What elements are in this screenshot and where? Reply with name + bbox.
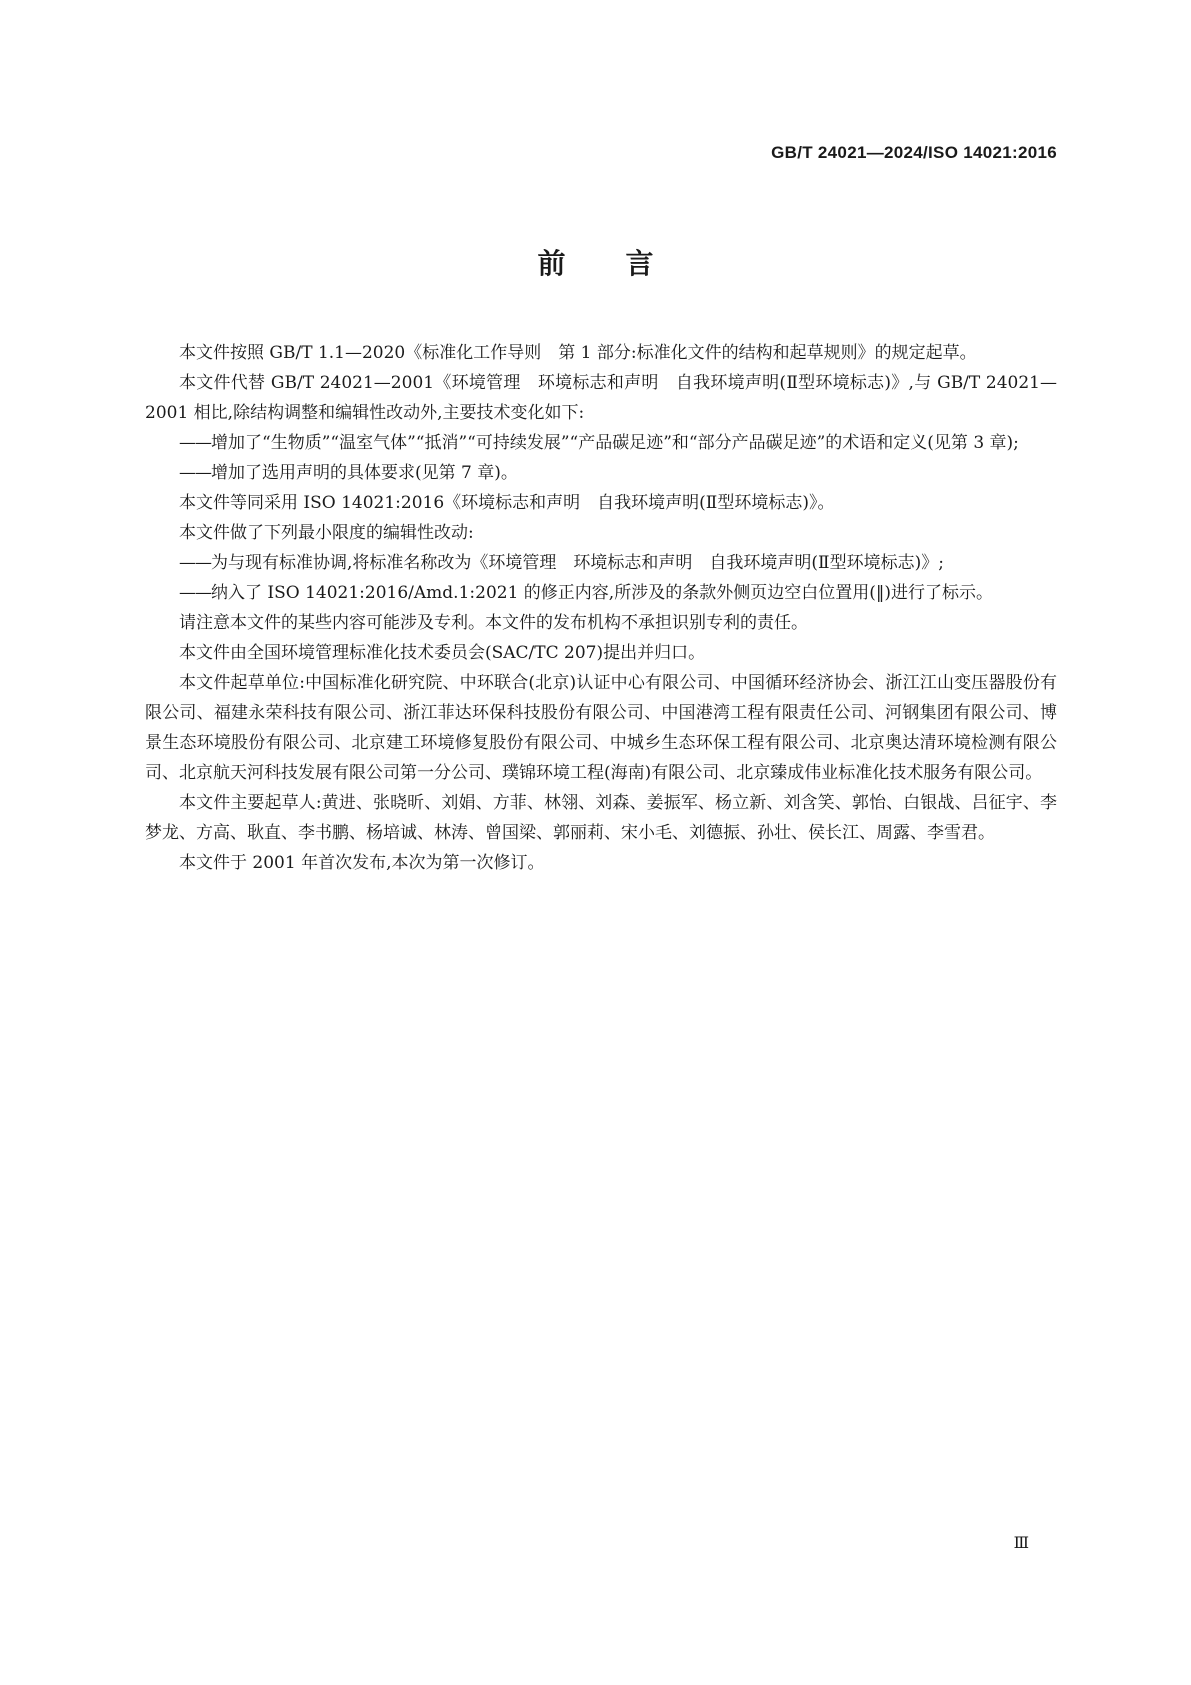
paragraph-iso-adoption: 本文件等同采用 ISO 14021:2016《环境标志和声明 自我环境声明(Ⅱ型环境标志)》。	[179, 493, 835, 513]
list-item	[145, 578, 1057, 608]
dash-marker: ——	[179, 433, 211, 453]
list-item	[145, 428, 1057, 458]
document-code: GB/T 24021—2024/ISO 14021:2016	[771, 143, 1057, 162]
page-number: Ⅲ	[1013, 1533, 1029, 1552]
paragraph-committee: 本文件由全国环境管理标准化技术委员会(SAC/TC 207)提出并归口。	[179, 643, 706, 663]
dash-marker: ——	[179, 463, 211, 483]
list-item-text: 增加了选用声明的具体要求(见第 7 章)。	[211, 463, 518, 483]
list-item	[145, 548, 1057, 578]
paragraph-history: 本文件于 2001 年首次发布,本次为第一次修订。	[179, 853, 545, 873]
dash-marker: ——	[179, 553, 211, 573]
paragraph-patent-notice: 请注意本文件的某些内容可能涉及专利。本文件的发布机构不承担识别专利的责任。	[179, 613, 808, 633]
title-char-2: 言	[625, 247, 654, 280]
preface-body	[145, 338, 1057, 878]
page-title	[0, 242, 1191, 282]
paragraph-editorial-changes: 本文件做了下列最小限度的编辑性改动:	[179, 523, 474, 543]
paragraph-drafters: 本文件主要起草人:黄进、张晓昕、刘娟、方菲、林翎、刘森、姜振军、杨立新、刘含笑、郭怡、白银战、吕征宇、李梦龙、方高、耿直、李书鹏、杨培诚、林涛、曾国梁、郭丽莉、宋小毛、刘德振、孙壮、侯长江、周露、李雪君。	[145, 793, 1057, 843]
paragraph-drafting-rules: 本文件按照 GB/T 1.1—2020《标准化工作导则 第 1 部分:标准化文件的结构和起草规则》的规定起草。	[179, 343, 977, 363]
list-item-text: 纳入了 ISO 14021:2016/Amd.1:2021 的修正内容,所涉及的条款外侧页边空白位置用(‖)进行了标示。	[211, 583, 993, 603]
dash-marker: ——	[179, 583, 211, 603]
title-char-1: 前	[537, 247, 566, 280]
paragraph-replacement: 本文件代替 GB/T 24021—2001《环境管理 环境标志和声明 自我环境声明(Ⅱ型环境标志)》,与 GB/T 24021—2001 相比,除结构调整和编辑性改动外,主要技术变化如下:	[145, 373, 1057, 423]
paragraph-drafting-units: 本文件起草单位:中国标准化研究院、中环联合(北京)认证中心有限公司、中国循环经济协会、浙江江山变压器股份有限公司、福建永荣科技有限公司、浙江菲达环保科技股份有限公司、中国港湾工程有限责任公司、河钢集团有限公司、博景生态环境股份有限公司、北京建工环境修复股份有限公司、中城乡生态环保工程有限公司、北京奥达清环境检测有限公司、北京航天河科技发展有限公司第一分公司、璞锦环境工程(海南)有限公司、北京臻成伟业标准化技术服务有限公司。	[145, 673, 1057, 783]
list-item-text: 为与现有标准协调,将标准名称改为《环境管理 环境标志和声明 自我环境声明(Ⅱ型环境标志)》;	[211, 553, 944, 573]
list-item	[145, 458, 1057, 488]
list-item-text: 增加了“生物质”“温室气体”“抵消”“可持续发展”“产品碳足迹”和“部分产品碳足迹”的术语和定义(见第 3 章);	[211, 433, 1019, 453]
